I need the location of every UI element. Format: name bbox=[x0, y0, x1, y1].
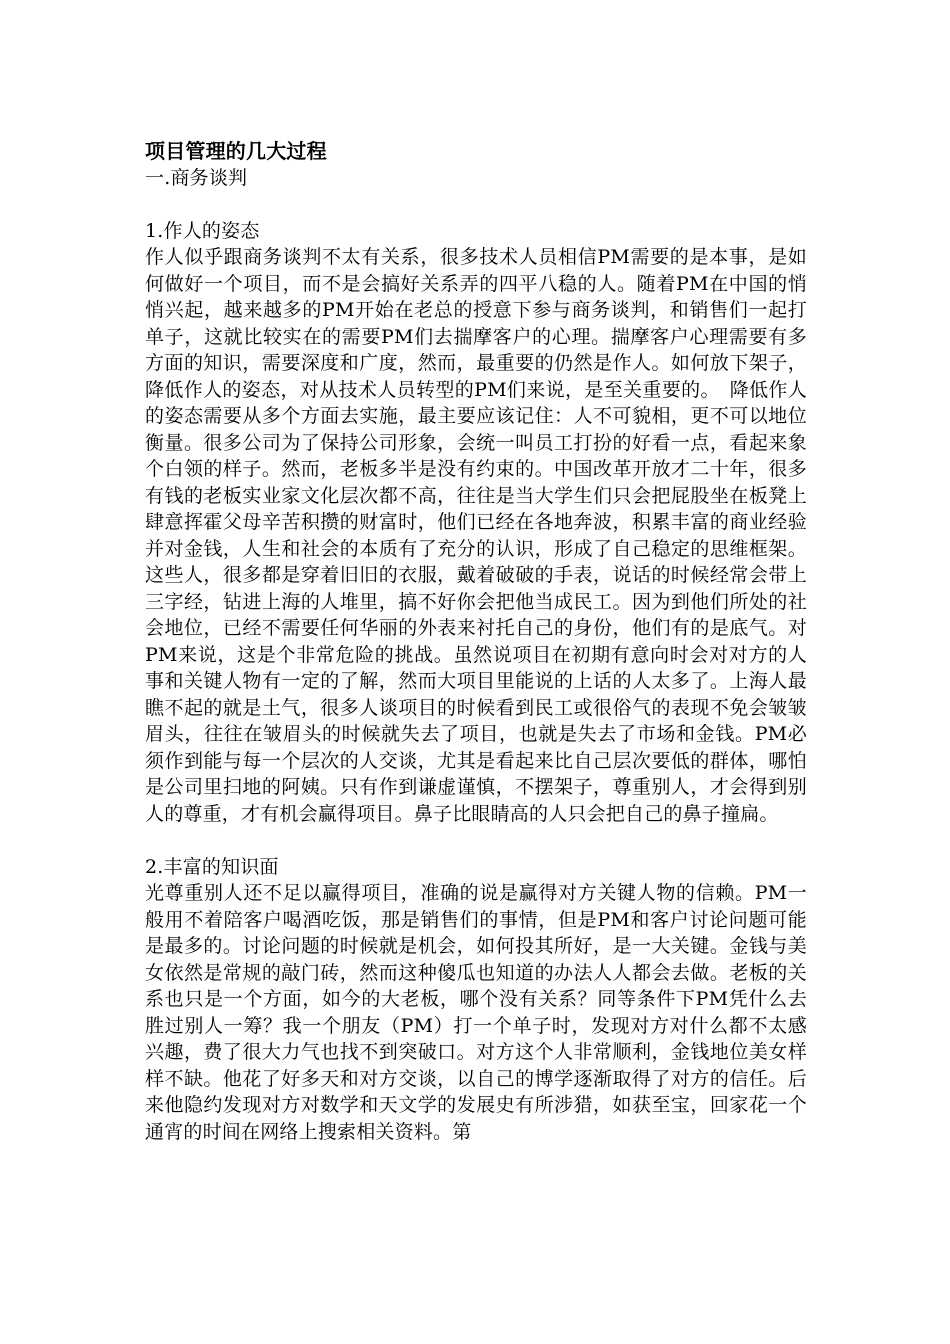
paragraph-attitude: 作人似乎跟商务谈判不太有关系，很多技术人员相信PM需要的是本事，是如何做好一个项目，而不是会搞好关系弄的四平八稳的人。随着PM在中国的悄悄兴起，越来越多的PM开始在老总的授意下参与商务谈判，和销售们一起打单子，这就比较实在的需要PM们去揣摩客户的心理。揣摩客户心理需要有多方面的知识，需要深度和广度，然而，最重要的仍然是作人。如何放下架子，降低作人的姿态，对从技术人员转型的PM们来说，是至关重要的。 降低作人的姿态需要从多个方面去实施，最主要应该记住：人不可貌相，更不可以地位衡量。很多公司为了保持公司形象，会统一叫员工打扮的好看一点，看起来象个白领的样子。然而，老板多半是没有约束的。中国改革开放才二十年，很多有钱的老板实业家文化层次都不高，往往是当大学生们只会把屁股坐在板凳上肆意挥霍父母辛苦积攒的财富时，他们已经在各地奔波，积累丰富的商业经验并对金钱，人生和社会的本质有了充分的认识，形成了自己稳定的思维框架。这些人，很多都是穿着旧旧的衣服，戴着破破的手表，说话的时候经常会带上三字经，钻进上海的人堆里，搞不好你会把他当成民工。因为到他们所处的社会地位，已经不需要任何华丽的外表来衬托自己的身份，他们有的是底气。对PM来说，这是个非常危险的挑战。虽然说项目在初期有意向时会对对方的人事和关键人物有一定的了解，然而大项目里能说的上话的人太多了。上海人最瞧不起的就是土气，很多人谈项目的时候看到民工或很俗气的表现不免会皱皱眉头，往往在皱眉头的时候就失去了项目，也就是失去了市场和金钱。PM必须作到能与每一个层次的人交谈，尤其是看起来比自己层次要低的群体，哪怕是公司里扫地的阿姨。只有作到谦虚谨慎，不摆架子，尊重别人，才会得到别人的尊重，才有机会赢得项目。鼻子比眼睛高的人只会把自己的鼻子撞扁。 bbox=[145, 246, 807, 825]
section-heading-business-negotiation: 一.商务谈判 bbox=[145, 166, 248, 189]
subsection-heading-knowledge: 2.丰富的知识面 bbox=[145, 855, 279, 878]
subsection-heading-attitude: 1.作人的姿态 bbox=[145, 219, 260, 242]
document-title: 项目管理的几大过程 bbox=[145, 139, 327, 163]
blank-line bbox=[145, 191, 807, 218]
paragraph-knowledge: 光尊重别人还不足以赢得项目，准确的说是赢得对方关键人物的信赖。PM一般用不着陪客户喝酒吃饭，那是销售们的事情，但是PM和客户讨论问题可能是最多的。讨论问题的时候就是机会，如何投其所好，是一大关键。金钱与美女依然是常规的敲门砖，然而这种傻瓜也知道的办法人人都会去做。老板的关系也只是一个方面，如今的大老板，哪个没有关系？同等条件下PM凭什么去胜过别人一筹？我一个朋友（PM）打一个单子时，发现对方对什么都不太感兴趣，费了很大力气也找不到突破口。对方这个人非常顺利，金钱地位美女样样不缺。他花了好多天和对方交谈，以自己的博学逐渐取得了对方的信任。后来他隐约发现对方对数学和天文学的发展史有所涉猎，如获至宝，回家花一个通宵的时间在网络上搜索相关资料。第 bbox=[145, 882, 807, 1143]
blank-line bbox=[145, 827, 807, 854]
document-page bbox=[145, 138, 807, 1145]
